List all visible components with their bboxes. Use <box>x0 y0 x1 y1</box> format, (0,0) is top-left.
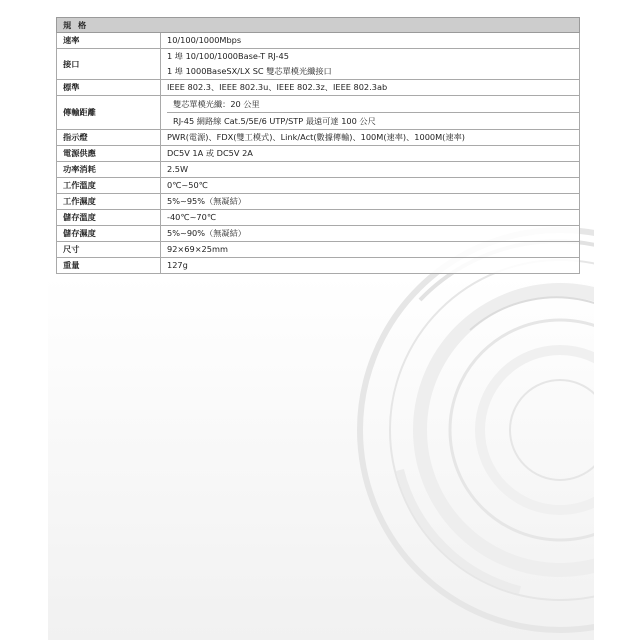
row-label: 傳輸距離 <box>57 96 161 130</box>
table-row <box>57 210 580 226</box>
table-row <box>57 49 580 80</box>
row-label: 儲存濕度 <box>57 226 161 242</box>
row-value: 127g <box>161 258 580 274</box>
row-label: 工作濕度 <box>57 194 161 210</box>
row-label: 功率消耗 <box>57 162 161 178</box>
table-row <box>57 194 580 210</box>
row-label: 標準 <box>57 80 161 96</box>
row-value: 92×69×25mm <box>161 242 580 258</box>
spec-section <box>56 17 580 274</box>
table-row <box>57 242 580 258</box>
row-value: IEEE 802.3、IEEE 802.3u、IEEE 802.3z、IEEE 802.3ab <box>161 80 580 96</box>
table-row <box>57 33 580 49</box>
row-value: 5%~95%（無凝結） <box>161 194 580 210</box>
row-value: 10/100/1000Mbps <box>161 33 580 49</box>
row-value: DC5V 1A 或 DC5V 2A <box>161 146 580 162</box>
row-value <box>161 96 580 130</box>
table-row <box>57 80 580 96</box>
table-row <box>57 130 580 146</box>
spec-table <box>56 17 580 274</box>
row-label: 尺寸 <box>57 242 161 258</box>
row-label: 接口 <box>57 49 161 80</box>
table-row <box>57 96 580 130</box>
row-value: 2.5W <box>161 162 580 178</box>
value-line: 1 埠 10/100/1000Base-T RJ-45 <box>167 51 289 61</box>
value-line: 1 埠 1000BaseSX/LX SC 雙芯單模光纖接口 <box>167 66 332 76</box>
row-label: 重量 <box>57 258 161 274</box>
table-row <box>57 162 580 178</box>
table-row <box>57 226 580 242</box>
row-label: 電源供應 <box>57 146 161 162</box>
row-label: 指示燈 <box>57 130 161 146</box>
value-line: 雙芯單模光纖：20 公里 <box>173 99 260 109</box>
spec-header-row <box>57 18 580 33</box>
spec-header: 規 格 <box>57 18 580 33</box>
table-row <box>57 258 580 274</box>
row-value: -40℃~70℃ <box>161 210 580 226</box>
value-line: RJ-45 網路線 Cat.5/5E/6 UTP/STP 最遠可達 100 公尺 <box>167 112 579 129</box>
row-value: 5%~90%（無凝結） <box>161 226 580 242</box>
table-row <box>57 178 580 194</box>
row-label: 工作溫度 <box>57 178 161 194</box>
row-label: 速率 <box>57 33 161 49</box>
table-row <box>57 146 580 162</box>
row-label: 儲存溫度 <box>57 210 161 226</box>
row-value <box>161 49 580 80</box>
row-value: 0℃~50℃ <box>161 178 580 194</box>
row-value: PWR(電源)、FDX(雙工模式)、Link/Act(數據傳輸)、100M(速率)、1000M(速率) <box>161 130 580 146</box>
